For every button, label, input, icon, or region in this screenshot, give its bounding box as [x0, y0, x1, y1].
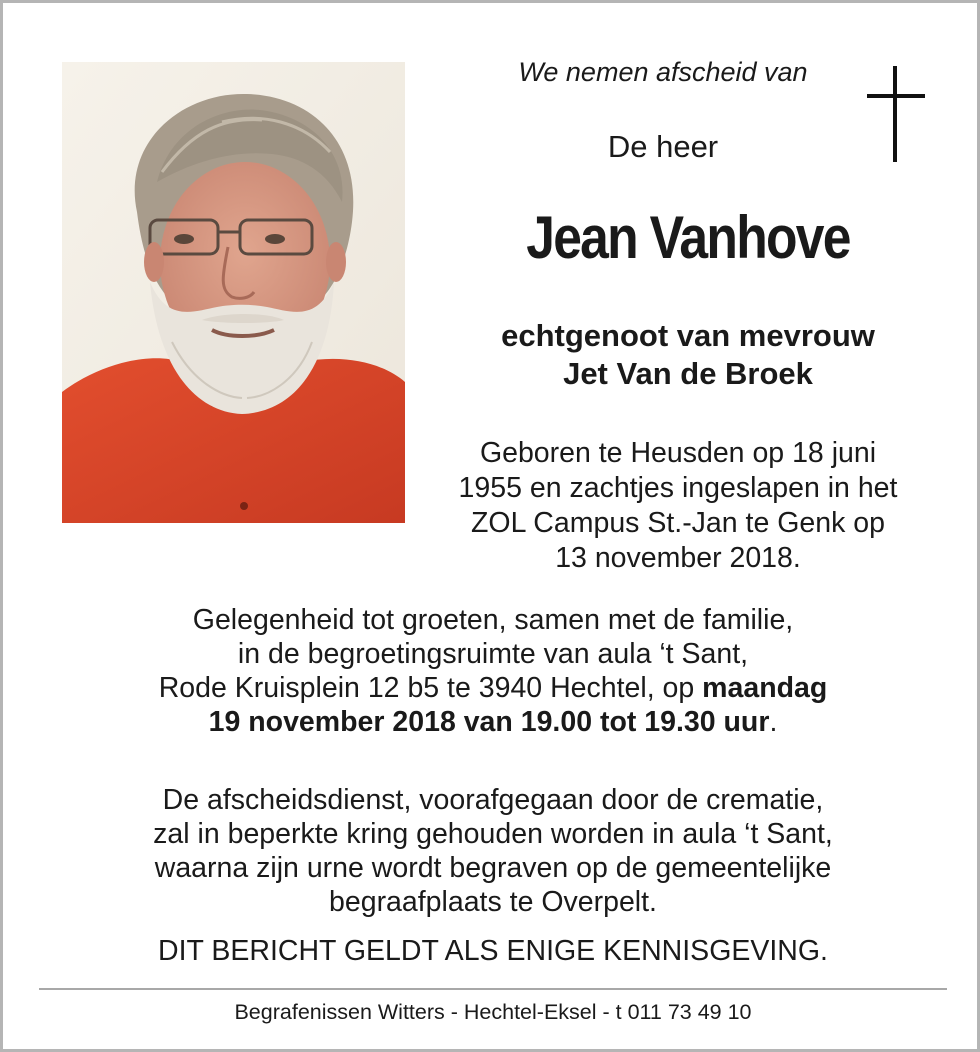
honorific: De heer	[607, 129, 719, 164]
visit-period: .	[769, 706, 778, 738]
intro-text: We nemen afscheid van	[518, 57, 808, 87]
visit-line	[43, 705, 943, 739]
service-line: begraafplaats te Overpelt.	[329, 886, 657, 918]
visitation-info	[43, 603, 943, 739]
birth-death-info	[423, 436, 933, 576]
divider	[39, 988, 947, 990]
visit-day: maandag	[702, 672, 828, 704]
visit-line: Gelegenheid tot groeten, samen met de familie,	[192, 604, 794, 636]
born-line: ZOL Campus St.-Jan te Genk op	[471, 507, 885, 539]
visit-line	[43, 671, 943, 705]
spouse-name: Jet Van de Broek	[563, 356, 813, 391]
spouse-line-1: echtgenoot van mevrouw	[501, 318, 875, 353]
visit-line: in de begroetingsruimte van aula ‘t Sant,	[237, 638, 749, 670]
born-line: 13 november 2018.	[555, 542, 801, 574]
portrait-photo	[62, 62, 405, 523]
visit-address: Rode Kruisplein 12 b5 te 3940 Hechtel, op	[158, 672, 703, 704]
born-line: 1955 en zachtjes ingeslapen in het	[458, 472, 898, 504]
deceased-name: Jean Vanhove	[526, 204, 850, 271]
spouse-block	[433, 317, 943, 393]
cross-icon	[865, 66, 927, 162]
service-line: waarna zijn urne wordt begraven op de gemeentelijke	[154, 852, 832, 884]
service-line: zal in beperkte kring gehouden worden in aula ‘t Sant,	[153, 818, 833, 850]
service-info	[43, 783, 943, 919]
funeral-home-footer: Begrafenissen Witters - Hechtel-Eksel - t 011 73 49 10	[234, 1000, 752, 1024]
born-line: Geboren te Heusden op 18 juni	[479, 437, 877, 469]
service-line: De afscheidsdienst, voorafgegaan door de crematie,	[162, 784, 824, 816]
visit-datetime: 19 november 2018 van 19.00 tot 19.30 uur	[208, 706, 770, 738]
notice-text: DIT BERICHT GELDT ALS ENIGE KENNISGEVING.	[158, 935, 828, 967]
